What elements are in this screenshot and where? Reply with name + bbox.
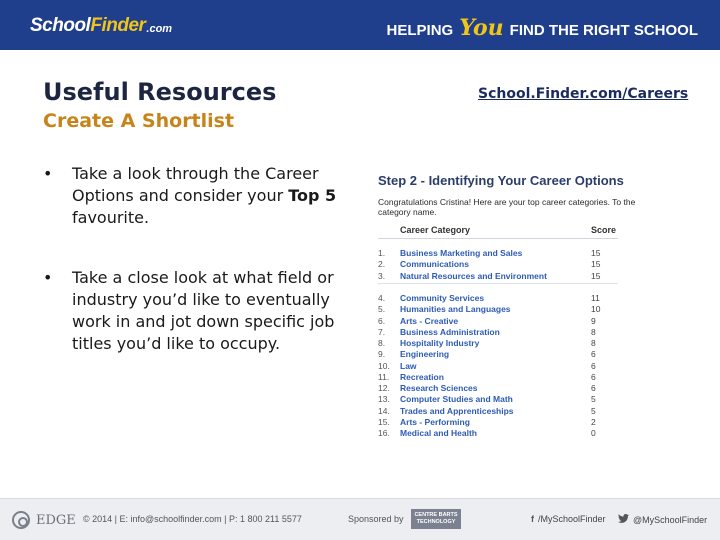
bullet-text-bold: Top 5 [288, 186, 337, 205]
career-row [378, 271, 618, 282]
bullet-item [43, 267, 343, 355]
career-score: 6 [591, 383, 596, 393]
career-score: 6 [591, 360, 596, 371]
bullet-text-pre: Take a look through the Career Options and consider your [72, 164, 319, 205]
bullet-dot: • [43, 268, 53, 287]
career-rank: 6. [378, 315, 386, 326]
career-rank: 12. [378, 383, 390, 393]
career-row [378, 349, 618, 360]
career-rank: 10. [378, 360, 390, 371]
footer-copyright: © 2014 | E: info@schoolfinder.com | P: 1 800 211 5577 [83, 514, 302, 524]
header-divider [378, 238, 618, 239]
career-options-screenshot [372, 166, 662, 444]
group-divider [378, 283, 618, 284]
career-category-link[interactable]: Humanities and Languages [400, 304, 511, 315]
career-score: 15 [591, 259, 601, 270]
facebook-link[interactable] [531, 514, 606, 524]
bullet-list [43, 163, 343, 393]
career-category-link[interactable]: Business Marketing and Sales [400, 248, 523, 258]
career-score: 5 [591, 405, 596, 416]
edge-mark-icon [12, 511, 30, 529]
career-category-link[interactable]: Hospitality Industry [400, 338, 480, 348]
tagline-helping: HELPING [386, 22, 454, 39]
header-tagline [387, 15, 698, 41]
career-category-link[interactable]: Computer Studies and Math [400, 394, 513, 405]
career-row [378, 259, 618, 270]
career-rank: 13. [378, 394, 390, 405]
career-category-link[interactable]: Law [400, 360, 417, 371]
column-header-score: Score [591, 225, 617, 235]
career-score: 5 [591, 394, 596, 405]
career-score: 6 [591, 349, 596, 360]
career-row [378, 372, 618, 383]
bullet-text-pre: Take a close look at what field or industry you’d like to eventually work in and jot down specific job titles you’d like to occupy. [72, 268, 335, 353]
career-category-link[interactable]: Research Sciences [400, 383, 478, 393]
facebook-icon: f [531, 514, 534, 524]
career-row [378, 428, 618, 439]
tagline-you: You [459, 15, 504, 41]
bullet-text-post: favourite. [72, 208, 150, 227]
career-category-link[interactable]: Engineering [400, 349, 450, 360]
career-row [378, 293, 618, 304]
career-rank: 16. [378, 428, 390, 438]
bullet-item [43, 163, 343, 229]
career-row [378, 338, 618, 349]
career-score: 8 [591, 338, 596, 348]
career-category-link[interactable]: Recreation [400, 371, 444, 382]
career-score: 2 [591, 416, 596, 427]
site-header [0, 0, 720, 50]
career-rank: 9. [378, 349, 386, 360]
career-category-link[interactable]: Arts - Performing [400, 416, 470, 427]
career-rank: 8. [378, 338, 386, 348]
career-score: 9 [591, 315, 596, 326]
career-rank: 14. [378, 405, 390, 416]
card-description: Congratulations Cristina! Here are your top career categories. To the category name. [378, 197, 636, 217]
career-category-link[interactable]: Trades and Apprenticeships [400, 405, 514, 416]
twitter-handle: @MySchoolFinder [633, 514, 708, 525]
twitter-link[interactable] [618, 514, 707, 525]
career-row [378, 406, 618, 417]
logo-com-text: .com [146, 22, 173, 35]
career-rank: 7. [378, 326, 386, 337]
career-category-link[interactable]: Arts - Creative [400, 315, 459, 326]
column-header-category: Career Category [400, 225, 471, 235]
career-rank: 11. [378, 371, 390, 382]
career-score: 0 [591, 428, 596, 438]
career-row [378, 361, 618, 372]
career-score: 11 [591, 293, 600, 303]
career-rank: 5. [378, 304, 386, 315]
site-footer [0, 498, 720, 540]
edge-text: EDGE [36, 512, 76, 528]
career-category-link[interactable]: Medical and Health [400, 428, 477, 438]
career-category-link[interactable]: Communications [400, 259, 469, 270]
sponsored-by-label: Sponsored by [348, 514, 404, 524]
career-rank: 4. [378, 293, 386, 303]
career-rank: 1. [378, 248, 386, 258]
career-row [378, 316, 618, 327]
tagline-rest: FIND THE RIGHT SCHOOL [509, 22, 698, 39]
career-score: 15 [591, 248, 601, 258]
edge-logo [12, 511, 76, 529]
card-title: Step 2 - Identifying Your Career Options [378, 173, 624, 188]
logo-finder-text: Finder [90, 15, 146, 36]
career-category-link[interactable]: Business Administration [400, 326, 500, 337]
career-category-link[interactable]: Community Services [400, 293, 485, 303]
career-row [378, 304, 618, 315]
careers-link[interactable]: School.Finder.com/Careers [478, 86, 689, 102]
twitter-icon [618, 514, 629, 525]
sponsor-logo[interactable]: CENTRE BARTS TECHNOLOGY [411, 509, 461, 529]
career-score: 8 [591, 326, 596, 337]
page-title: Useful Resources [43, 78, 277, 106]
career-row [378, 394, 618, 405]
career-score: 6 [591, 371, 596, 382]
career-row [378, 417, 618, 428]
career-score: 15 [591, 270, 601, 281]
career-category-link[interactable]: Natural Resources and Environment [400, 270, 547, 281]
career-rank: 3. [378, 270, 386, 281]
logo-school-text: School [30, 15, 91, 36]
facebook-handle: /MySchoolFinder [538, 514, 606, 524]
career-rank: 15. [378, 416, 390, 427]
page-subtitle: Create A Shortlist [43, 110, 235, 132]
career-row [378, 383, 618, 394]
career-row [378, 248, 618, 259]
schoolfinder-logo[interactable] [30, 13, 172, 39]
career-row [378, 327, 618, 338]
career-score: 10 [591, 304, 601, 315]
bullet-dot: • [43, 164, 53, 183]
career-rank: 2. [378, 259, 386, 270]
